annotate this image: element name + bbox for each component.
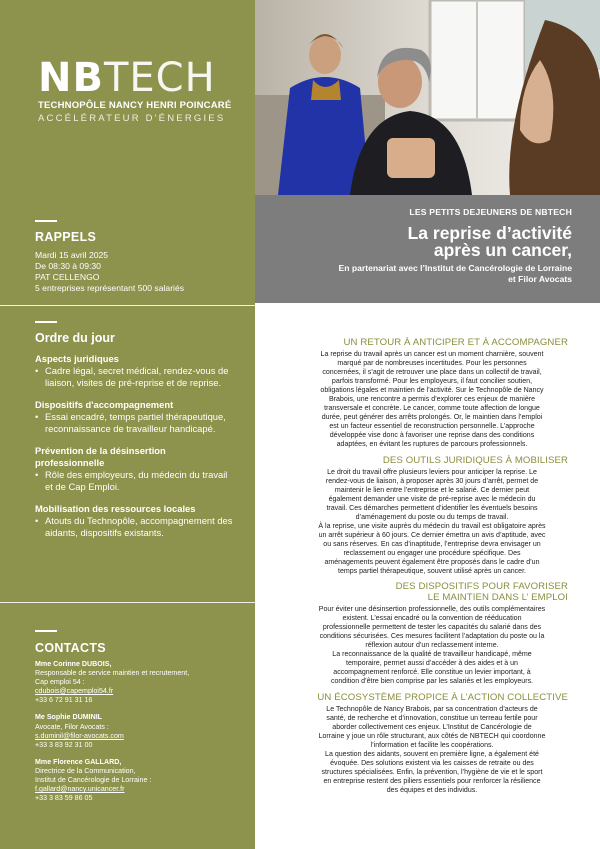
agenda-block	[35, 445, 235, 493]
article-line: maintenir le lien entre l’entreprise et le salarié. Ce dernier peut	[334, 486, 530, 494]
article-line: reclassement ou engager une procédure spécifique. Des	[343, 549, 521, 557]
rappels-time: De 08:30 à 09:30	[35, 261, 101, 271]
article-line: transversale et concrète. Le cancer, comme toute affection de longue	[324, 405, 540, 413]
article-paragraph-1	[296, 350, 568, 450]
article-line: rendez-vous de liaison, à proposer après 30 jours d’arrêt, permet de	[325, 477, 539, 485]
logo-subtitle: TECHNOPÔLE NANCY HENRI POINCARÉ	[38, 100, 232, 111]
article-line: conditions sécurisées. Ces mesures facilitent l’adaptation du poste ou la	[319, 633, 545, 641]
article-heading-1: UN RETOUR À ANTICIPER ET À ACCOMPAGNER	[343, 337, 568, 348]
contact-email-link[interactable]: cdubois@capemploi54.fr	[35, 687, 114, 696]
contact-role: Avocate, Filor Avocats :	[35, 722, 109, 731]
article-line: aménagements peuvent également être proposés dans le cadre d’un	[324, 558, 540, 566]
article-line: l’information et facilite les coopérations.	[370, 741, 494, 749]
article-line: accompagnement renforcé. Elle constitue un levier important, à	[333, 669, 531, 677]
article-line: temporaire, permet aussi d’accéder à des aides et à un	[346, 660, 518, 668]
agenda-item: • Essai encadré, temps partiel thérapeutique, reconnaissance de travailleur handicapé.	[35, 411, 235, 435]
article-line: réflexion autour d’un reclassement interne.	[365, 642, 499, 650]
article-line: en entreprise restent des piliers essentiels pour renforcer la résilience	[323, 777, 541, 785]
logo-nb: NB	[38, 55, 104, 101]
rappels-attendance: 5 entreprises représentant 500 salariés	[35, 283, 185, 293]
rappels-info	[35, 250, 184, 294]
article-line: temps partiel thérapeutique, souvent utilisé après un cancer.	[337, 568, 527, 576]
article-line: Lorraine y joue un rôle structurant, aux côtés de NBTECH qui coordonne	[318, 732, 546, 740]
contact-organization: Cap emploi 54 :	[35, 678, 85, 687]
rappels-date: Mardi 15 avril 2025	[35, 250, 109, 260]
article-line: Le Technopôle de Nancy Brabois, par sa concentration d’acteurs de	[326, 705, 538, 713]
contact-phone: +33 3 83 92 31 00	[35, 740, 93, 749]
article-paragraph-4	[296, 705, 568, 795]
article-line: d’aménagement du poste ou du temps de travail.	[355, 513, 509, 521]
article-line: des équipes et des individus.	[386, 786, 478, 794]
contact-email-link[interactable]: s.duminil@filor-avocats.com	[35, 731, 124, 740]
agenda-block	[35, 503, 235, 539]
contact-role: Responsable de service maintien et recrutement,	[35, 669, 190, 678]
rappels-title: RAPPELS	[35, 230, 97, 244]
rappels-divider	[35, 220, 57, 222]
agenda-item: • Rôle des employeurs, du médecin du travail et de Cap Emploi.	[35, 469, 235, 493]
agenda-heading: Prévention de la désinsertion professionnelle	[35, 445, 166, 468]
agenda-item: • Cadre légal, secret médical, rendez-vous de liaison, visites de pré-reprise et de reprise.	[35, 365, 235, 389]
contact-card	[35, 713, 250, 749]
contact-email-link[interactable]: f.gallard@nancy.unicancer.fr	[35, 785, 125, 794]
agenda-heading: Mobilisation des ressources locales	[35, 503, 196, 514]
meeting-photo-illustration	[255, 0, 600, 195]
article-line: santé, de recherche et d’innovation, constitue un terreau fertile pour	[326, 714, 538, 722]
section-rule	[0, 602, 255, 603]
banner-subtitle	[265, 263, 572, 285]
article-line: aborder collectivement ces enjeux. L’Institut de Cancérologie de	[332, 723, 532, 731]
meeting-photo	[255, 0, 600, 195]
article-paragraph-2	[296, 468, 568, 577]
article-line: adaptées, en évitant les ruptures de parcours professionnels.	[336, 441, 528, 449]
article-line: est un facteur essentiel de reconstruction personnelle. L’approche	[329, 423, 535, 431]
article-line: La question des aidants, souvent en première ligne, a également été	[325, 750, 539, 758]
contacts-list	[35, 660, 250, 811]
contact-phone: +33 6 72 91 31 16	[35, 696, 93, 705]
banner-subtitle-line2: et Filor Avocats	[508, 274, 572, 284]
nbtech-logo	[38, 55, 232, 124]
article-line: travail. Ces démarches permettent d’identifier les éventuels besoins	[326, 504, 538, 512]
logo-tagline: ACCÉLÉRATEUR D'ÉNERGIES	[38, 113, 226, 124]
contact-phone: +33 3 83 59 86 05	[35, 794, 93, 803]
contact-role: Directrice de la Communication,	[35, 766, 136, 775]
banner-kicker: LES PETITS DEJEUNERS DE NBTECH	[409, 207, 572, 217]
contacts-divider	[35, 630, 57, 632]
title-banner	[255, 195, 600, 303]
article-line: professionnelle permettent de tester les capacités du salarié dans des	[322, 624, 542, 632]
article-line: La reprise du travail après un cancer est un moment charnière, souvent	[320, 351, 544, 358]
article-heading-2: DES OUTILS JURIDIQUES À MOBILISER	[382, 454, 568, 466]
article-line: durée, peut générer des arrêts prolongés. Or, le maintien dans l’emploi	[321, 414, 543, 422]
article-line: concernées, il s’agit de retrouver une place dans un collectif de travail,	[322, 369, 542, 377]
contact-card	[35, 758, 250, 803]
banner-title-line1: La reprise d’activité	[407, 223, 572, 243]
article	[296, 333, 568, 795]
agenda-block	[35, 353, 235, 389]
agenda-heading: Dispositifs d'accompagnement	[35, 399, 174, 410]
article-line: La reconnaissance de la qualité de travailleur handicapé, même	[332, 651, 532, 659]
section-rule	[0, 305, 255, 306]
rappels-place: PAT CELLENGO	[35, 272, 100, 282]
contact-card	[35, 660, 250, 705]
agenda-divider	[35, 321, 57, 323]
agenda-heading: Aspects juridiques	[35, 353, 119, 364]
article-line: structures spécialisées. Enfin, la prévention, l’hygiène de vie et le sport	[321, 768, 543, 776]
article-paragraph-3	[296, 605, 568, 686]
logo-tech: TECH	[103, 55, 216, 101]
banner-title	[265, 225, 572, 259]
article-line: Brabois, une rencontre a permis d’explorer ces enjeux de manière	[328, 396, 536, 404]
article-line: développée vise donc à favoriser une reprise dans des conditions	[329, 432, 535, 440]
article-line: obligations légales et maintien de l’activité. Sur le Technopôle de Nancy	[320, 387, 544, 395]
contact-name: Mme Florence GALLARD,	[35, 757, 122, 766]
article-line: parfois transformé. Pour les employeurs, il faut concilier soutien,	[331, 378, 533, 386]
article-line: un arrêt supérieur à 60 jours. Ce dernier émettra un avis d’aptitude, avec	[318, 531, 546, 539]
agenda-list	[35, 353, 235, 549]
contact-name: Me Sophie DUMINIL	[35, 713, 102, 722]
article-heading-3-line1: DES DISPOSITIFS POUR FAVORISER	[395, 581, 568, 593]
article-line: marqué par de nombreuses incertitudes. Pour les personnes	[337, 360, 527, 368]
article-line: Pour éviter une désinsertion professionnelle, des outils complémentaires	[318, 606, 546, 614]
contact-organization: Institut de Cancérologie de Lorraine :	[35, 776, 152, 785]
sidebar	[0, 0, 255, 849]
article-line: Le droit du travail offre plusieurs leviers pour anticiper la reprise. Le	[327, 468, 537, 476]
article-line: évoquée. Des solutions existent via les caisses de retraite ou des	[330, 759, 534, 767]
article-line: À la reprise, une visite auprès du médecin du travail est obligatoire après	[318, 522, 546, 530]
agenda-item: • Atouts du Technopôle, accompagnement des aidants, dispositifs existants.	[35, 515, 235, 539]
article-heading-3	[296, 581, 568, 603]
article-line: existent. L’essai encadré ou la convention de rééducation	[342, 615, 522, 623]
contacts-title: CONTACTS	[35, 641, 106, 655]
article-line: également demander une visite de pré-reprise avec le médecin du	[328, 495, 536, 503]
logo-wordmark	[38, 55, 228, 101]
article-heading-4: UN ÉCOSYSTÈME PROPICE À L’ACTION COLLECTIVE	[317, 691, 568, 703]
article-line: ou sans réserves. En cas d’inaptitude, l’entreprise devra envisager un	[323, 540, 541, 548]
article-line: condition d’être bien comprise par les salariés et les employeurs.	[330, 678, 534, 686]
article-heading-3-line2: LE MAINTIEN DANS L’ EMPLOI	[427, 592, 568, 604]
agenda-title: Ordre du jour	[35, 331, 115, 345]
agenda-block	[35, 399, 235, 435]
banner-title-line2: après un cancer,	[433, 240, 572, 260]
contact-name: Mme Corinne DUBOIS,	[35, 660, 112, 668]
banner-subtitle-line1: En partenariat avec l’Institut de Cancérologie de Lorraine	[338, 263, 572, 273]
